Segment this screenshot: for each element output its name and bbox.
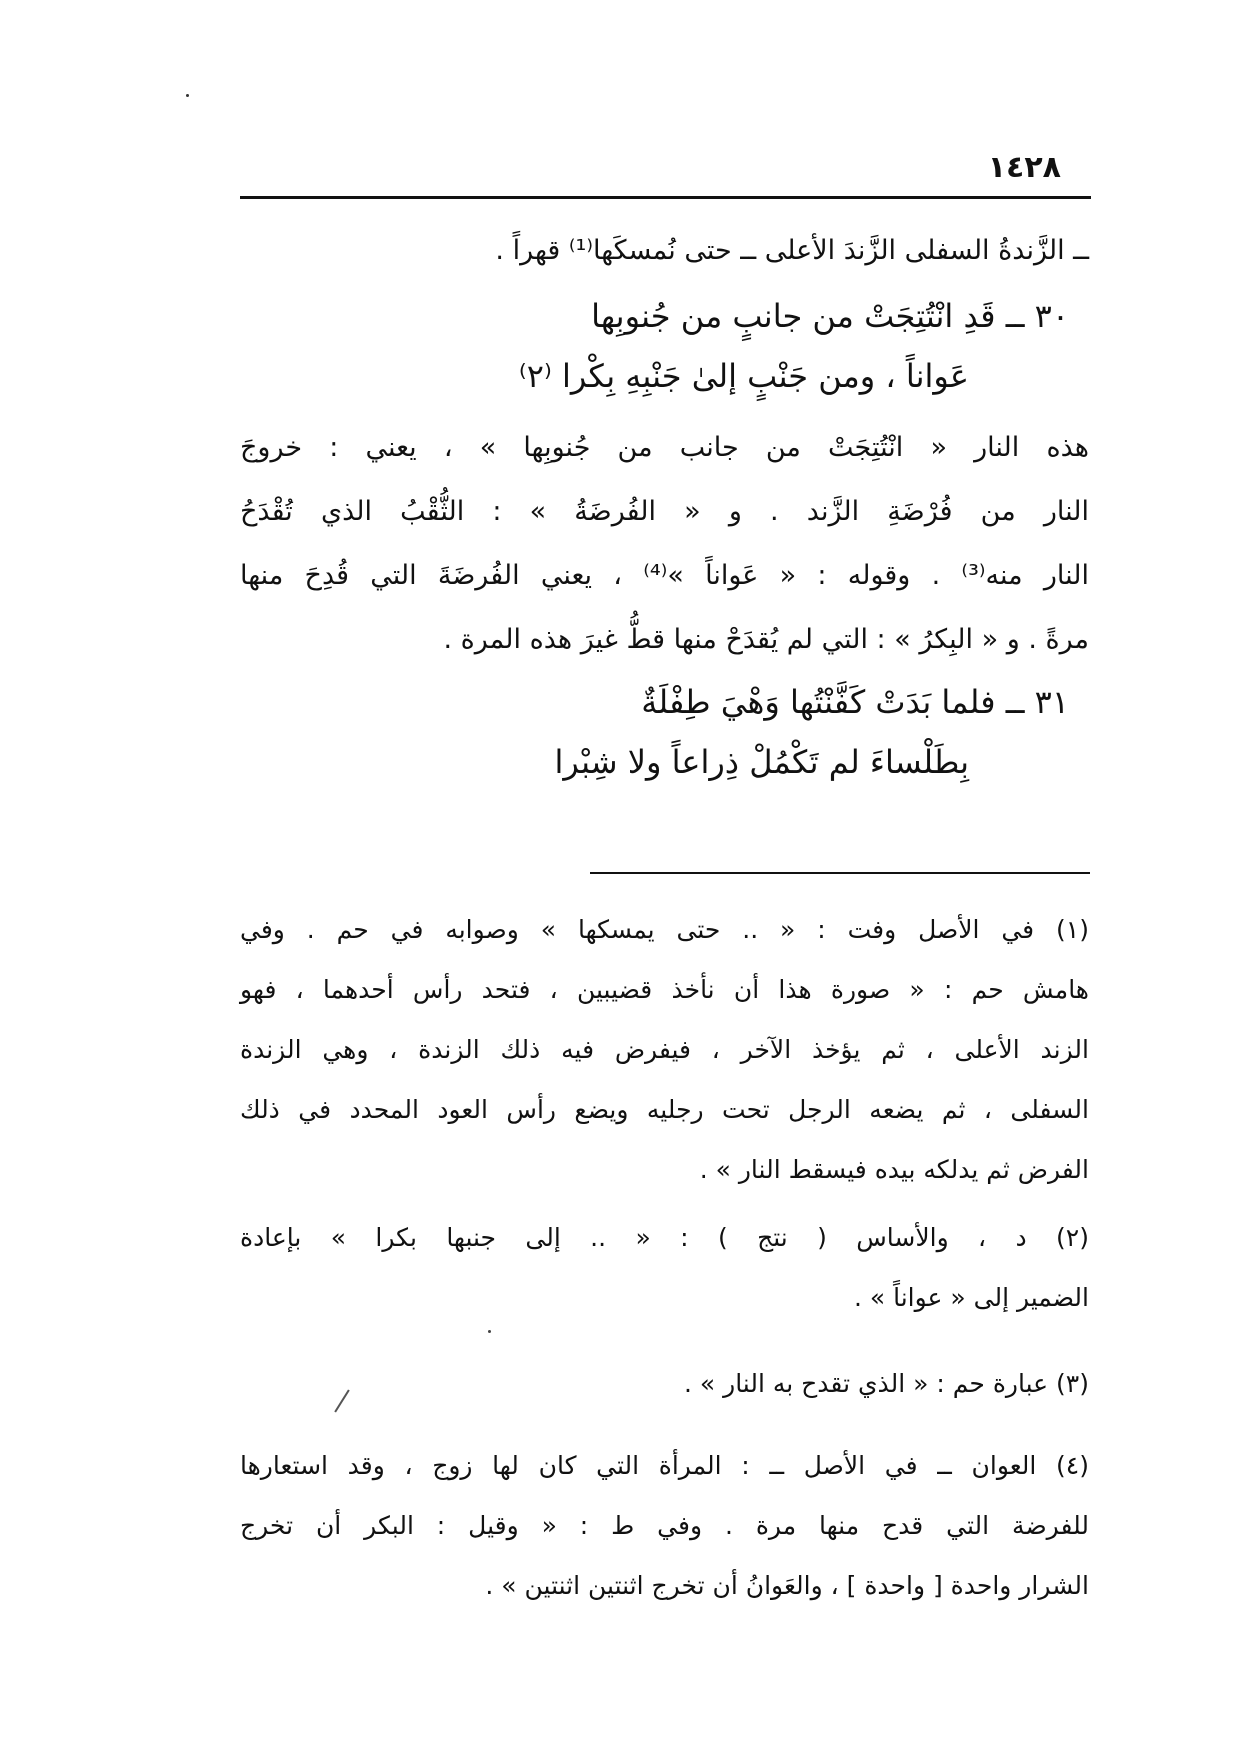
footnote-3 <box>240 1354 1089 1414</box>
verse-31-second-hemistich: بِطَلْساءَ لم تَكْمُلْ ذِراعاً ولا شِبْرا <box>554 743 969 781</box>
footnote-line: (١) في الأصل وفت : « .. حتى يمسكها » وصوابه في حم . وفي <box>240 915 1089 944</box>
footnote-separator <box>590 872 1090 874</box>
footnote-line: الضمير إلى « عواناً » . <box>853 1283 1089 1312</box>
footnote-1 <box>240 900 1089 1200</box>
scan-dot <box>488 1330 491 1333</box>
commentary-paragraph <box>240 416 1089 672</box>
header-rule <box>240 196 1091 199</box>
footnote-line: الزند الأعلى ، ثم يؤخذ الآخر ، فيفرض فيه ذلك الزندة ، وهي الزندة <box>240 1035 1089 1064</box>
footnote-line: هامش حم : « صورة هذا أن نأخذ قضيبين ، فتحد رأس أحدهما ، فهو <box>240 975 1089 1004</box>
footnotes <box>240 900 1089 1624</box>
main-text <box>240 232 1089 792</box>
page-number: ١٤٢٨ <box>987 150 1061 185</box>
verse-30-second-hemistich: عَواناً ، ومن جَنْبٍ إلىٰ جَنْبِهِ بِكْرا ⁽٢⁾ <box>518 357 969 395</box>
footnote-line: (٤) العوان ــ في الأصل ــ : المرأة التي كان لها زوج ، وقد استعارها <box>240 1451 1089 1480</box>
verse-30-first-hemistich: ٣٠ ــ قَدِ انْتُتِجَتْ من جانبٍ من جُنوبِها <box>591 297 1069 335</box>
commentary-line: النار منه⁽³⁾ . وقوله : « عَواناً »⁽⁴⁾ ، يعني الفُرضَةَ التي قُدِحَ منها <box>240 560 1089 591</box>
commentary-line: النار من فُرْضَةِ الزَّند . و « الفُرضَةُ » : الثُّقْبُ الذي تُقْدَحُ <box>240 496 1089 527</box>
footnote-4 <box>240 1436 1089 1616</box>
footnote-line: الشرار واحدة [ واحدة ] ، والعَوانُ أن تخرج اثنتين اثنتين » . <box>485 1571 1089 1600</box>
footnote-line: للفرضة التي قدح منها مرة . وفي ط : « وقيل : البكر أن تخرج <box>240 1511 1089 1540</box>
verse-31-first-hemistich: ٣١ ــ فلما بَدَتْ كَفَّنْتُها وَهْيَ طِفْلَةٌ <box>641 683 1069 721</box>
footnote-line: (٣) عبارة حم : « الذي تقدح به النار » . <box>683 1369 1089 1398</box>
scan-speck <box>186 94 189 97</box>
commentary-line: هذه النار « انْتُتِجَتْ من جانب من جُنوبِها » ، يعني : خروجَ <box>240 432 1089 463</box>
footnote-line: الفرض ثم يدلكه بيده فيسقط النار » . <box>699 1155 1089 1184</box>
footnote-line: السفلى ، ثم يضعه الرجل تحت رجليه ويضع رأس العود المحدد في ذلك <box>240 1095 1089 1124</box>
commentary-line: مرةً . و « البِكرُ » : التي لم يُقدَحْ منها قطُّ غيرَ هذه المرة . <box>443 624 1089 655</box>
footnote-line: (٢) د ، والأساس ( نتج ) : « .. إلى جنبها بكرا » بإعادة <box>240 1223 1089 1252</box>
intro-line: ــ الزَّندةُ السفلى الزَّندَ الأعلى ــ حتى نُمسكَها⁽¹⁾ قهراً . <box>495 235 1089 266</box>
footnote-2 <box>240 1208 1089 1328</box>
